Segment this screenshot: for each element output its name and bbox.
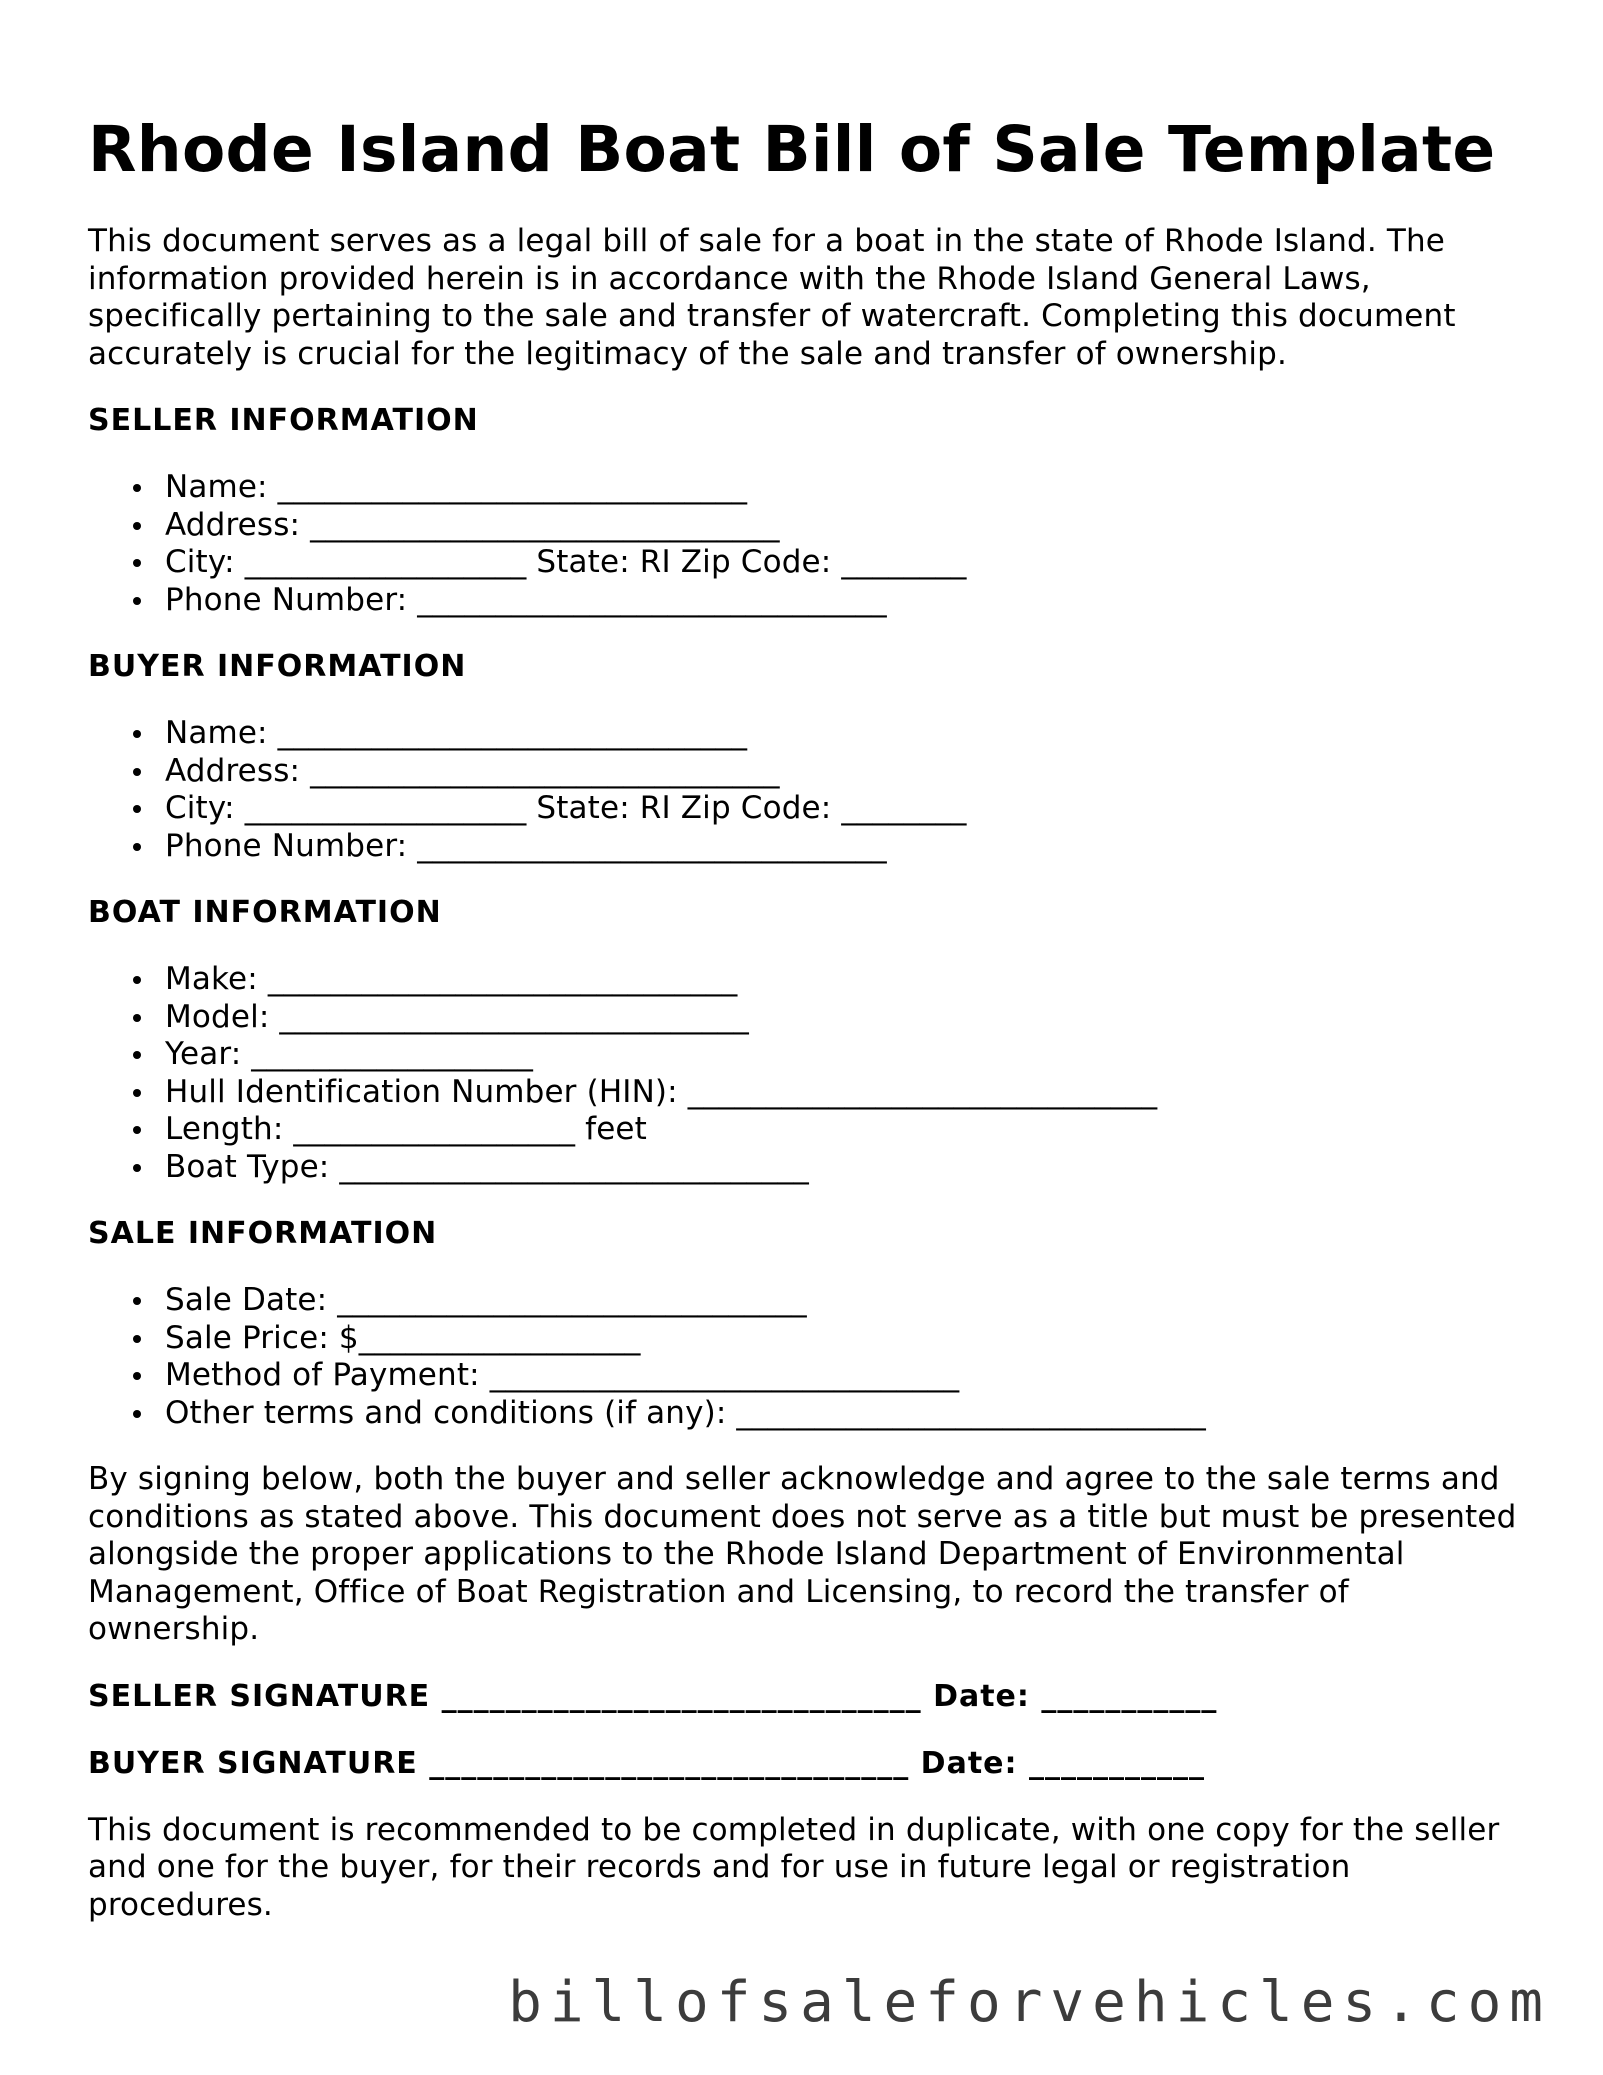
final-note-paragraph: This document is recommended to be completed in duplicate, with one copy for the seller and one for the buyer, for their records and for use in future legal or registration procedures. [88,1811,1500,1923]
boat-model-field: Model: ______________________________ [165,999,1528,1037]
buyer-name-field: Name: ______________________________ [165,715,1528,753]
seller-heading: SELLER INFORMATION [88,403,479,438]
closing-paragraph: By signing below, both the buyer and seller acknowledge and agree to the sale terms and conditions as stated above. This document does not serve as a title but must be presented alongside the proper applications to the Rhode Island Department of Environmental Management, Office of Boat Registration and Licensing, to record the transfer of ownership. [88,1461,1517,1647]
payment-method-field: Method of Payment: ______________________________ [165,1357,1528,1395]
site-watermark: billofsaleforvehicles.com [508,1970,1551,2035]
seller-list [88,469,1528,619]
seller-city-state-zip-field: City: __________________ State: RI Zip Code: ________ [165,544,1528,582]
sale-price-field: Sale Price: $__________________ [165,1320,1528,1358]
seller-address-field: Address: ______________________________ [165,507,1528,545]
boat-heading: BOAT INFORMATION [88,895,442,930]
seller-name-field: Name: ______________________________ [165,469,1528,507]
buyer-heading: BUYER INFORMATION [88,649,467,684]
intro-paragraph: This document serves as a legal bill of sale for a boat in the state of Rhode Island. The information provided herein is in accordance with the Rhode Island General Laws, specifically pertaining to the sale and transfer of watercraft. Completing this document accurately is crucial for the legitimacy of the sale and transfer of ownership. [88,223,1456,372]
boat-make-field: Make: ______________________________ [165,961,1528,999]
boat-hin-field: Hull Identification Number (HIN): ______________________________ [165,1074,1528,1112]
other-terms-field: Other terms and conditions (if any): ______________________________ [165,1395,1528,1433]
sale-list [88,1282,1528,1432]
boat-type-field: Boat Type: ______________________________ [165,1149,1528,1187]
seller-signature-line: SELLER SIGNATURE ______________________________ Date: ___________ [88,1678,1218,1714]
boat-length-field: Length: __________________ feet [165,1111,1528,1149]
buyer-list [88,715,1528,865]
document-page [88,106,1528,1924]
sale-date-field: Sale Date: ______________________________ [165,1282,1528,1320]
buyer-phone-field: Phone Number: ______________________________ [165,828,1528,866]
buyer-signature-line: BUYER SIGNATURE ______________________________ Date: ___________ [88,1745,1205,1781]
boat-year-field: Year: __________________ [165,1036,1528,1074]
document-title: Rhode Island Boat Bill of Sale Template [88,113,1496,186]
buyer-city-state-zip-field: City: __________________ State: RI Zip Code: ________ [165,790,1528,828]
buyer-address-field: Address: ______________________________ [165,753,1528,791]
boat-list [88,961,1528,1186]
sale-heading: SALE INFORMATION [88,1216,438,1251]
seller-phone-field: Phone Number: ______________________________ [165,582,1528,620]
